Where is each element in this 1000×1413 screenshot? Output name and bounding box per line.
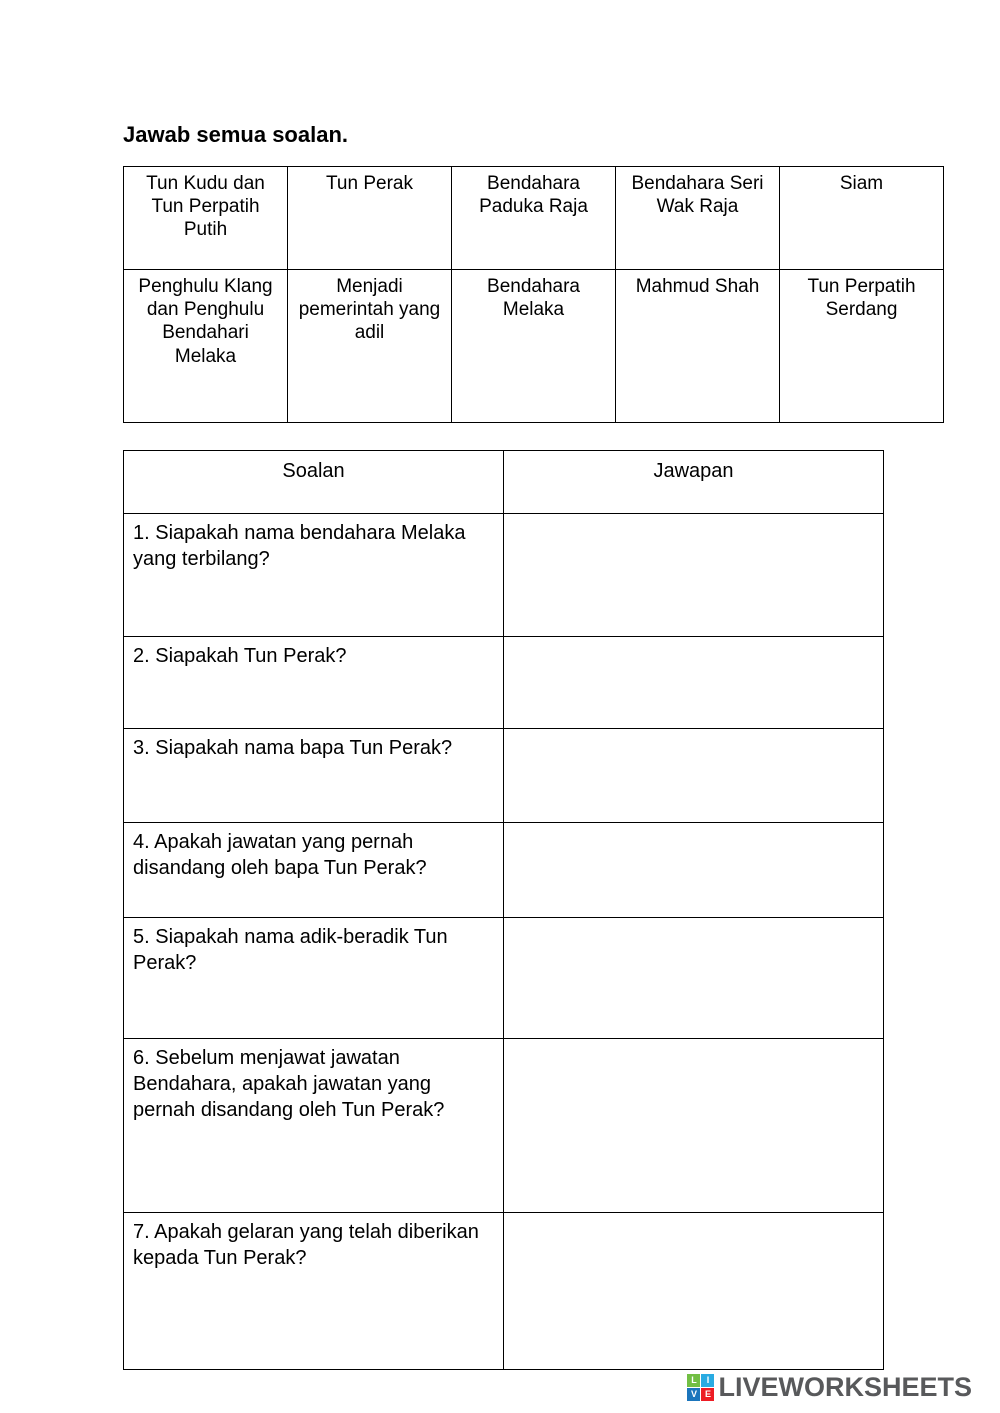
word-bank-cell: Mahmud Shah <box>616 270 780 423</box>
qa-row <box>124 918 884 1039</box>
answer-cell[interactable] <box>504 637 884 729</box>
word-bank-cell: Bendahara Paduka Raja <box>452 167 616 270</box>
soalan-column-header: Soalan <box>124 451 504 514</box>
brand-text: LIVEWORKSHEETS <box>718 1372 972 1402</box>
question-cell: 1. Siapakah nama bendahara Melaka yang terbilang? <box>124 514 504 637</box>
answer-cell[interactable] <box>504 1039 884 1213</box>
word-bank-cell: Tun Kudu dan Tun Perpatih Putih <box>124 167 288 270</box>
word-bank-cell: Penghulu Klang dan Penghulu Bendahari Melaka <box>124 270 288 423</box>
answer-cell[interactable] <box>504 514 884 637</box>
question-answer-table <box>123 450 884 1370</box>
qa-row <box>124 1213 884 1370</box>
question-cell: 6. Sebelum menjawat jawatan Bendahara, apakah jawatan yang pernah disandang oleh Tun Perak? <box>124 1039 504 1213</box>
question-cell: 4. Apakah jawatan yang pernah disandang oleh bapa Tun Perak? <box>124 823 504 918</box>
logo-tile: V <box>687 1388 700 1401</box>
word-bank-cell: Bendahara Seri Wak Raja <box>616 167 780 270</box>
qa-row <box>124 514 884 637</box>
jawapan-column-header: Jawapan <box>504 451 884 514</box>
question-cell: 5. Siapakah nama adik-beradik Tun Perak? <box>124 918 504 1039</box>
answer-cell[interactable] <box>504 918 884 1039</box>
question-cell: 2. Siapakah Tun Perak? <box>124 637 504 729</box>
logo-tile: E <box>701 1388 714 1401</box>
logo-tile: L <box>687 1374 700 1387</box>
logo-tile: I <box>701 1374 714 1387</box>
qa-row <box>124 729 884 823</box>
word-bank-cell: Tun Perpatih Serdang <box>780 270 944 423</box>
word-bank-row <box>124 167 944 270</box>
word-bank-cell: Tun Perak <box>288 167 452 270</box>
answer-cell[interactable] <box>504 823 884 918</box>
answer-cell[interactable] <box>504 729 884 823</box>
word-bank-table <box>123 166 944 423</box>
qa-row <box>124 637 884 729</box>
word-bank-row <box>124 270 944 423</box>
page-title: Jawab semua soalan. <box>123 122 348 147</box>
answer-cell[interactable] <box>504 1213 884 1370</box>
word-bank-cell: Menjadi pemerintah yang adil <box>288 270 452 423</box>
qa-row <box>124 1039 884 1213</box>
question-cell: 7. Apakah gelaran yang telah diberikan kepada Tun Perak? <box>124 1213 504 1370</box>
question-cell: 3. Siapakah nama bapa Tun Perak? <box>124 729 504 823</box>
word-bank-cell: Siam <box>780 167 944 270</box>
qa-header-row <box>124 451 884 514</box>
liveworksheets-logo-icon <box>687 1374 714 1401</box>
qa-row <box>124 823 884 918</box>
footer-brand <box>687 1372 972 1403</box>
word-bank-cell: Bendahara Melaka <box>452 270 616 423</box>
